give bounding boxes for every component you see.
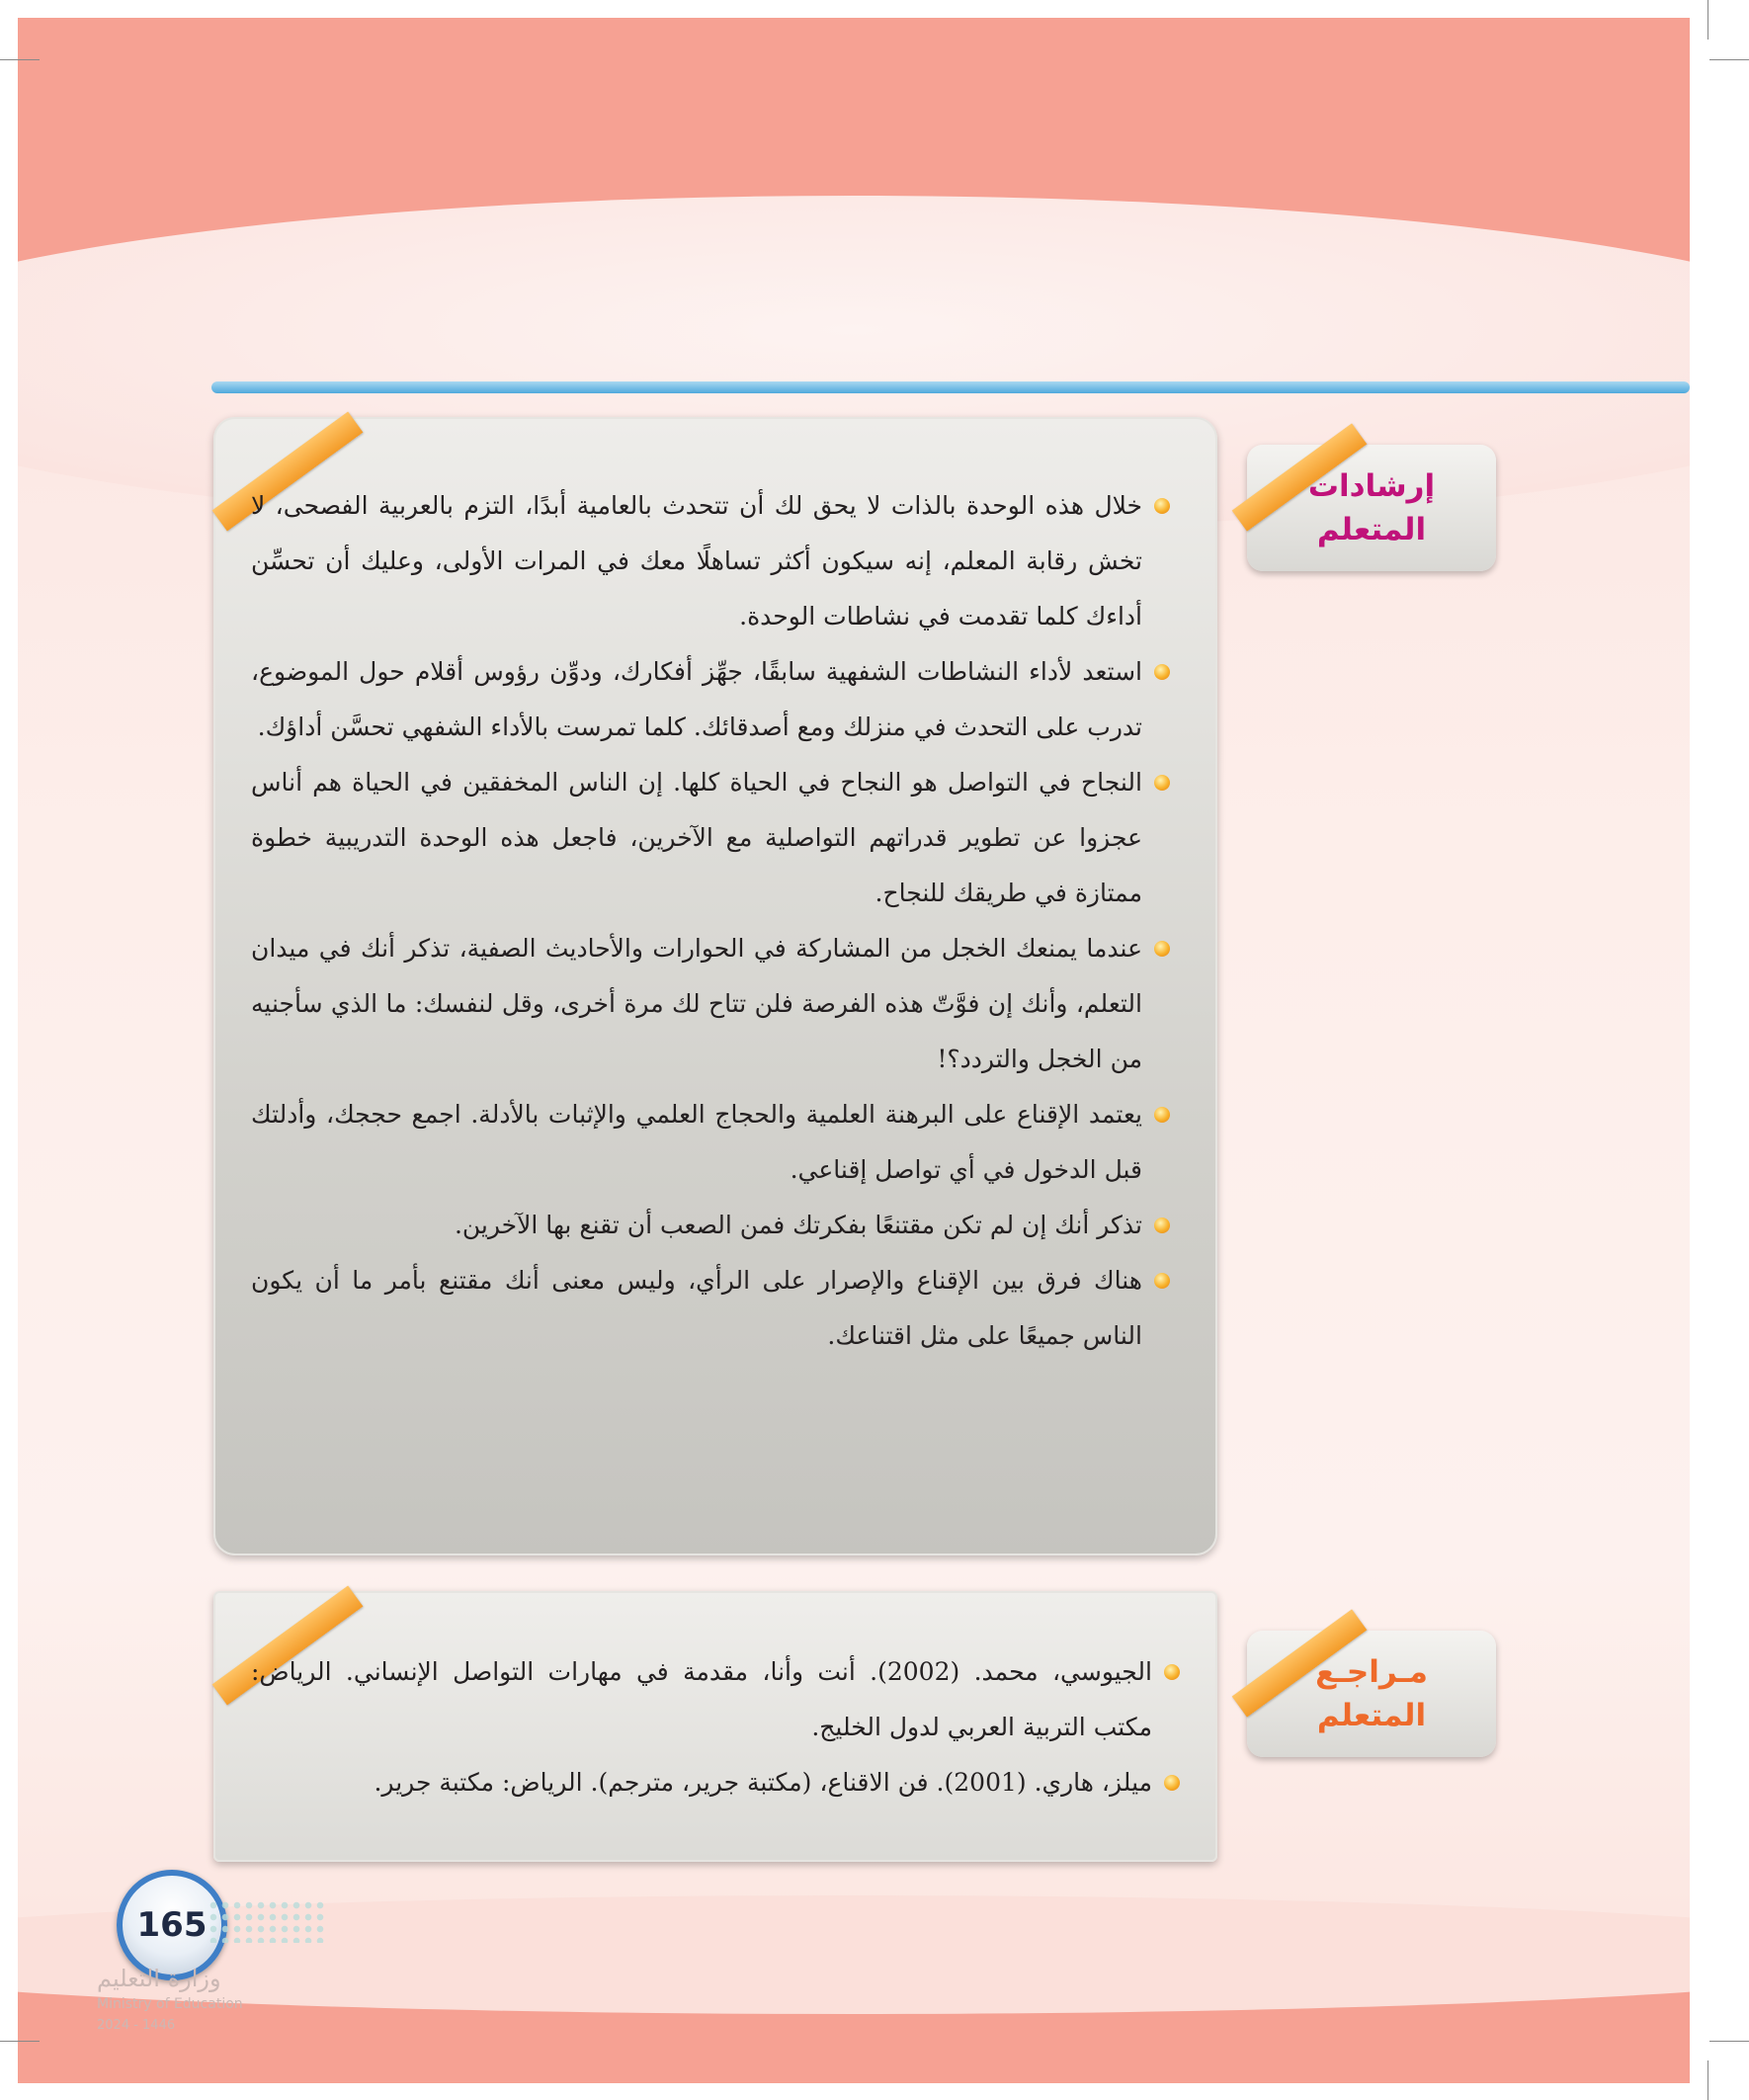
references-heading-line1: مـراجـع: [1315, 1654, 1428, 1690]
guidance-heading-line2: المتعلم: [1316, 512, 1427, 547]
bullet-icon: [1164, 1775, 1180, 1791]
reference-item: الجيوسي، محمد. (2002). أنت وأنا، مقدمة في مهارات التواصل الإنساني. الرياض: مكتب التربية العربي لدول الخليج.: [251, 1644, 1180, 1755]
bullet-icon: [1154, 1273, 1170, 1289]
ministry-logo-dots: [208, 1899, 324, 1943]
bullet-icon: [1164, 1664, 1180, 1680]
bullet-icon: [1154, 1107, 1170, 1123]
crop-mark: [1707, 0, 1708, 40]
guidance-list: [251, 478, 1170, 1364]
references-heading: [1247, 1631, 1496, 1757]
page-number: 165: [136, 1905, 208, 1945]
crop-mark: [1709, 2041, 1749, 2042]
reference-item: ميلز، هاري. (2001). فن الاقناع، (مكتبة جرير، مترجم). الرياض: مكتبة جرير.: [251, 1755, 1180, 1810]
references-heading-line2: المتعلم: [1316, 1698, 1427, 1733]
bullet-icon: [1154, 498, 1170, 514]
bullet-icon: [1154, 775, 1170, 791]
bullet-icon: [1154, 664, 1170, 680]
bullet-icon: [1154, 941, 1170, 957]
ministry-name-arabic: وزارة التعليم: [97, 1965, 221, 1992]
guidance-heading-line1: إرشادات: [1307, 468, 1436, 504]
guidance-item: النجاح في التواصل هو النجاح في الحياة كلها. إن الناس المخفقين في الحياة هم أناس عجزوا عن تطوير قدراتهم التواصلية مع الآخرين، فاجعل هذه الوحدة التدريبية خطوة ممتازة في طريقك للنجاح.: [251, 755, 1170, 921]
guidance-item: هناك فرق بين الإقناع والإصرار على الرأي، وليس معنى أنك مقتنع بأمر ما أن يكون الناس جميعًا على مثل اقتناعك.: [251, 1253, 1170, 1364]
crop-mark: [0, 59, 40, 60]
blue-rule: [211, 381, 1690, 393]
guidance-item: خلال هذه الوحدة بالذات لا يحق لك أن تتحدث بالعامية أبدًا، التزم بالعربية الفصحى، لا تخش رقابة المعلم، إنه سيكون أكثر تساهلًا معك في المرات الأولى، وعليك أن تحسِّن أداءك كلما تقدمت في نشاطات الوحدة.: [251, 478, 1170, 644]
crop-mark: [1707, 2060, 1708, 2100]
guidance-item: عندما يمنعك الخجل من المشاركة في الحوارات والأحاديث الصفية، تذكر أنك في ميدان التعلم، وأنك إن فوَّتّ هذه الفرصة فلن تتاح لك مرة أخرى، وقل لنفسك: ما الذي سأجنيه من الخجل والتردد؟!: [251, 921, 1170, 1087]
crop-mark: [1709, 59, 1749, 60]
references-list: [251, 1644, 1180, 1810]
crop-mark: [0, 2041, 40, 2042]
edition-year: 2024 - 1446: [97, 2018, 176, 2033]
guidance-item: تذكر أنك إن لم تكن مقتنعًا بفكرتك فمن الصعب أن تقنع بها الآخرين.: [251, 1198, 1170, 1253]
bullet-icon: [1154, 1218, 1170, 1233]
guidance-item: يعتمد الإقناع على البرهنة العلمية والحجاج العلمي والإثبات بالأدلة. اجمع حججك، وأدلتك قبل الدخول في أي تواصل إقناعي.: [251, 1087, 1170, 1198]
ministry-name-english: Ministry of Education: [97, 1996, 243, 2012]
guidance-heading: [1247, 445, 1496, 571]
guidance-item: استعد لأداء النشاطات الشفهية سابقًا، جهِّز أفكارك، ودوِّن رؤوس أقلام حول الموضوع، تدرب على التحدث في منزلك ومع أصدقائك. كلما تمرست بالأداء الشفهي تحسَّن أداؤك.: [251, 644, 1170, 755]
